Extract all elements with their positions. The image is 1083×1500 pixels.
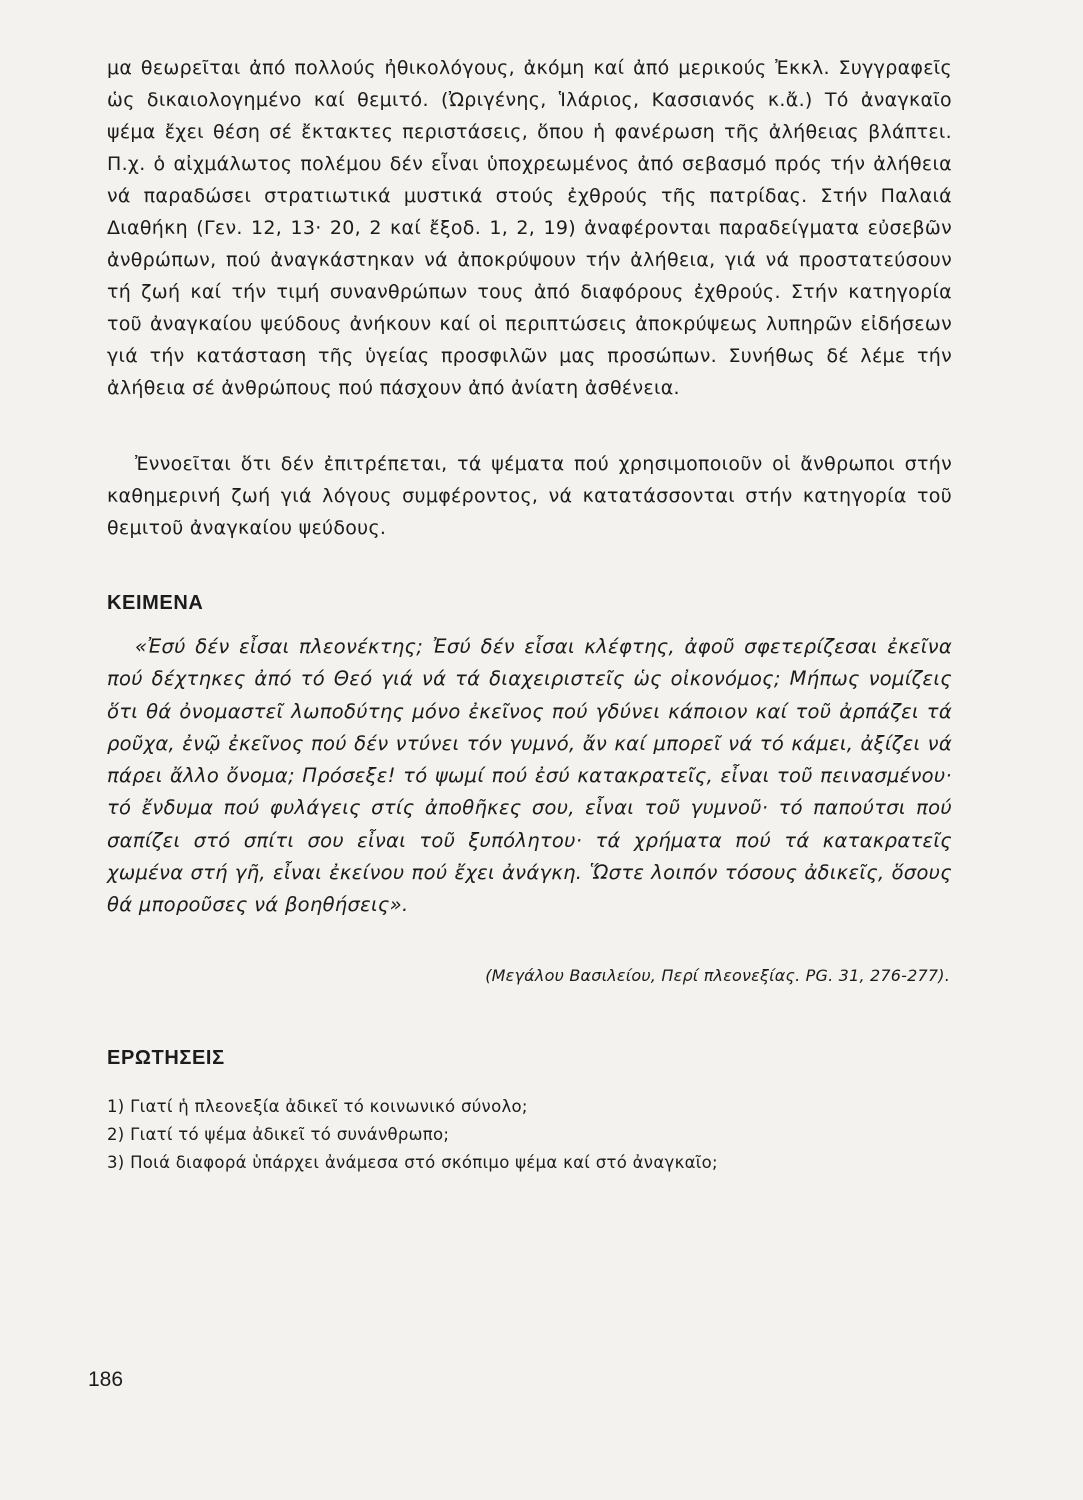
page-number: 186 [88,1368,124,1391]
question-1: 1) Γιατί ἡ πλεονεξία ἀδικεῖ τό κοινωνικό σύνολο; [107,1097,528,1116]
keimena-quote: «Ἐσύ δέν εἶσαι πλεονέκτης; Ἐσύ δέν εἶσαι κλέφτης, ἀφοῦ σφετερίζεσαι ἐκεῖνα πού δέχτηκες ἀπό τό Θεό γιά νά τά διαχειριστεῖς ὡς οἰκονόμος; Μήπως νομίζεις ὅτι θά ὀνομαστεῖ λωποδύτης μόνο ἐκεῖνος πού γδύνει κάποιον καί τοῦ ἀρπάζει τά ροῦχα, ἐνῷ ἐκεῖνος πού δέν ντύνει τόν γυμνό, ἄν καί μπορεῖ νά τό κάμει, ἀξίζει νά πάρει ἄλλο ὄνομα; Πρόσεξε! τό ψωμί πού ἐσύ κατακρατεῖς, εἶναι τοῦ πεινασμένου· τό ἔνδυμα πού φυλάγεις στίς ἀποθῆκες σου, εἶναι τοῦ γυμνοῦ· τό παπούτσι πού σαπίζει στό σπίτι σου εἶναι τοῦ ξυπόλητου· τά χρήματα πού τά κατακρατεῖς χωμένα στή γῆ, εἶναι ἐκείνου πού ἔχει ἀνάγκη. Ὥστε λοιπόν τόσους ἀδικεῖς, ὅσους θά μποροῦσες νά βοηθήσεις». [107,635,952,917]
questions-list [107,1093,718,1177]
question-3: 3) Ποιά διαφορά ὑπάρχει ἀνάμεσα στό σκόπιμο ψέμα καί στό ἀναγκαῖο; [107,1153,718,1172]
keimena-heading: ΚΕΙΜΕΝΑ [107,592,204,614]
question-2: 2) Γιατί τό ψέμα ἀδικεῖ τό συνάνθρωπο; [107,1125,450,1144]
body-paragraph-2: Ἐννοεῖται ὅτι δέν ἐπιτρέπεται, τά ψέματα πού χρησιμοποιοῦν οἱ ἄνθρωποι στήν καθημερινή ζωή γιά λόγους συμφέροντος, νά κατατάσσονται στήν κατηγορία τοῦ θεμιτοῦ ἀναγκαίου ψεύδους. [107,453,952,539]
quote-citation: (Μεγάλου Βασιλείου, Περί πλεονεξίας. PG. 31, 276-277). [485,966,950,985]
body-paragraph-1: μα θεωρεῖται ἀπό πολλούς ἠθικολόγους, ἀκόμη καί ἀπό μερικούς Ἐκκλ. Συγγραφεῖς ὡς δικαιολογημένο καί θεμιτό. (Ὠριγένης, Ἱλάριος, Κασσιανός κ.ἄ.) Τό ἀναγκαῖο ψέμα ἔχει θέση σέ ἔκτακτες περιστάσεις, ὅπου ἡ φανέρωση τῆς ἀλήθειας βλάπτει. Π.χ. ὁ αἰχμάλωτος πολέμου δέν εἶναι ὑποχρεωμένος ἀπό σεβασμό πρός τήν ἀλήθεια νά παραδώσει στρατιωτικά μυστικά στούς ἐχθρούς τῆς πατρίδας. Στήν Παλαιά Διαθήκη (Γεν. 12, 13· 20, 2 καί ἔξοδ. 1, 2, 19) ἀναφέρονται παραδείγματα εὐσεβῶν ἀνθρώπων, πού ἀναγκάστηκαν νά ἀποκρύψουν τήν ἀλήθεια, γιά νά προστατεύσουν τή ζωή καί τήν τιμή συνανθρώπων τους ἀπό διαφόρους ἐχθρούς. Στήν κατηγορία τοῦ ἀναγκαίου ψεύδους ἀνήκουν καί οἱ περιπτώσεις ἀποκρύψεως λυπηρῶν εἰδήσεων γιά τήν κατάσταση τῆς ὑγείας προσφιλῶν μας προσώπων. Συνήθως δέ λέμε τήν ἀλήθεια σέ ἀνθρώπους πού πάσχουν ἀπό ἀνίατη ἀσθένεια. [107,57,952,399]
erotiseis-heading: ΕΡΩΤΗΣΕΙΣ [107,1047,225,1069]
